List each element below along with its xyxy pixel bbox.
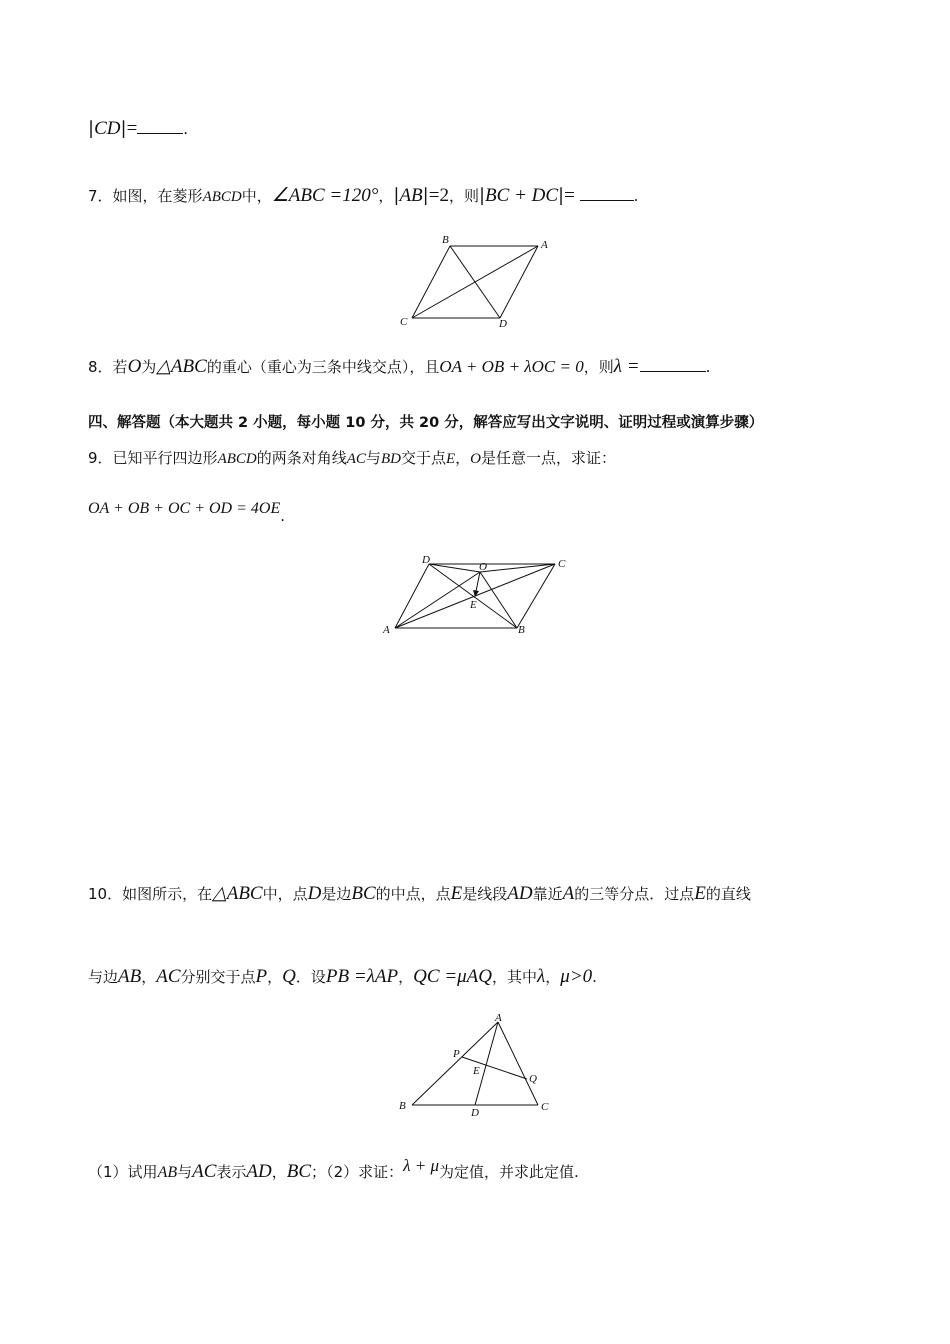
- label-a: A: [495, 1012, 502, 1024]
- line-pq: [462, 1057, 527, 1079]
- label-a: A: [383, 624, 390, 636]
- segment-oa: [395, 572, 480, 628]
- label-c: C: [541, 1101, 549, 1113]
- label-b: B: [399, 1100, 406, 1112]
- label-q: Q: [529, 1073, 537, 1085]
- question-9: 9．已知平行四边形ABCD的两条对角线AC与BD交于点E，O是任意一点，求证：: [88, 449, 616, 467]
- question-10: 10．如图所示，在△ABC中，点D是边BC的中点，点E是线段AD靠近A的三等分点．过点E的直线: [88, 883, 751, 904]
- angle-expr: ∠ABC =120°: [271, 185, 379, 206]
- edge-ab: [412, 1022, 498, 1105]
- label-b: B: [442, 234, 449, 246]
- label-b: B: [518, 624, 525, 636]
- label-o: O: [479, 561, 487, 573]
- abs-cd: CD: [94, 118, 121, 139]
- eq-pb: PB =λAP: [325, 966, 399, 987]
- label-d: D: [422, 554, 430, 566]
- label-e: E: [470, 599, 477, 611]
- label-d: D: [471, 1107, 479, 1119]
- answer-blank: [137, 117, 183, 134]
- segment-od: [429, 564, 480, 572]
- question-7: 7．如图，在菱形ABCD中，∠ABC =120°，|AB|=2，则|BC + DC|= .: [88, 185, 639, 206]
- edge-cb: [517, 564, 555, 628]
- label-p: P: [453, 1048, 460, 1060]
- eq-qc: QC =μAQ: [413, 966, 493, 987]
- parallelogram-figure: [380, 552, 570, 642]
- q9-formula: OA + OB + OC + OD = 4OE.: [88, 500, 285, 525]
- diagonal-db: [429, 564, 517, 628]
- q6-tail: |CD|= .: [88, 118, 189, 139]
- answer-blank: [640, 355, 706, 372]
- question-10-parts: （1）试用AB与AC表示AD，BC；（2）求证：λ + μ为定值，并求此定值.: [88, 1156, 579, 1182]
- median-ad: [475, 1022, 498, 1105]
- answer-blank: [580, 184, 634, 201]
- label-e: E: [473, 1065, 480, 1077]
- triangle-figure: [395, 1012, 565, 1122]
- label-c: C: [558, 558, 566, 570]
- edge-ac: [498, 1022, 538, 1105]
- label-d: D: [499, 318, 507, 330]
- label-c: C: [400, 316, 408, 328]
- question-8: 8．若O为△ABC的重心（重心为三条中线交点），且OA + OB + λOC = 0，则λ = .: [88, 356, 711, 377]
- vector-equation: OA + OB + λOC = 0: [439, 357, 584, 376]
- edge-da: [395, 564, 429, 628]
- segment-ob: [480, 572, 517, 628]
- section-heading: 四、解答题（本大题共 2 小题，每小题 10 分，共 20 分，解答应写出文字说明、证明过程或演算步骤）: [88, 415, 764, 431]
- vector-sum: BC + DC: [485, 185, 559, 206]
- rhombus-figure: [395, 232, 555, 332]
- label-a: A: [541, 239, 548, 251]
- question-10-line2: 与边AB，AC分别交于点P，Q．设PB =λAP，QC =μAQ，其中λ，μ>0.: [88, 966, 597, 987]
